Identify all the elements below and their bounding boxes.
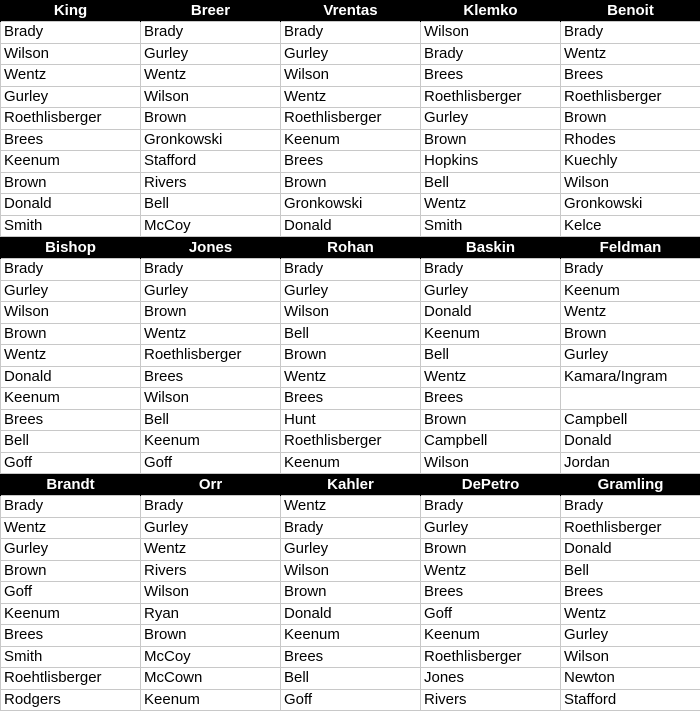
table-row — [1, 539, 700, 561]
player-cell: Donald — [1, 366, 141, 388]
header-row — [1, 237, 700, 259]
player-cell: Wilson — [421, 452, 561, 474]
player-cell: Brees — [561, 65, 700, 87]
player-cell: Rivers — [141, 172, 281, 194]
player-cell: Kelce — [561, 215, 700, 237]
player-cell: Kuechly — [561, 151, 700, 173]
player-cell: Wentz — [1, 517, 141, 539]
player-cell: Gurley — [1, 280, 141, 302]
table-row — [1, 366, 700, 388]
player-cell: Brady — [141, 22, 281, 44]
player-cell: Gurley — [141, 517, 281, 539]
player-cell: Hunt — [281, 409, 421, 431]
player-cell: Keenum — [281, 129, 421, 151]
player-cell: Stafford — [561, 689, 700, 711]
table-row — [1, 409, 700, 431]
player-cell: Bell — [561, 560, 700, 582]
player-cell: Brady — [561, 259, 700, 281]
player-cell: Wentz — [1, 65, 141, 87]
player-cell: Brees — [1, 625, 141, 647]
player-cell: Wentz — [421, 560, 561, 582]
player-cell: Gurley — [281, 43, 421, 65]
player-cell: Wentz — [281, 496, 421, 518]
player-cell: Wentz — [421, 194, 561, 216]
table-row — [1, 65, 700, 87]
player-cell: Wentz — [141, 539, 281, 561]
player-cell: Brady — [561, 496, 700, 518]
table-row — [1, 388, 700, 410]
player-cell: Bell — [141, 194, 281, 216]
player-cell: Brown — [141, 302, 281, 324]
player-cell: Brady — [141, 259, 281, 281]
player-cell: Rivers — [141, 560, 281, 582]
player-cell: Keenum — [1, 388, 141, 410]
voter-name-header: Breer — [141, 0, 281, 22]
player-cell: Brown — [421, 539, 561, 561]
player-cell: Goff — [1, 452, 141, 474]
player-cell: Gurley — [1, 539, 141, 561]
player-cell: Brown — [561, 108, 700, 130]
player-cell: Brown — [421, 409, 561, 431]
player-cell: Brady — [421, 259, 561, 281]
voter-name-header: Klemko — [421, 0, 561, 22]
player-cell: Goff — [281, 689, 421, 711]
voter-name-header: Bishop — [1, 237, 141, 259]
voter-name-header: King — [1, 0, 141, 22]
player-cell: Gurley — [421, 108, 561, 130]
player-cell: Smith — [1, 646, 141, 668]
player-cell: Hopkins — [421, 151, 561, 173]
player-cell: Wilson — [141, 388, 281, 410]
player-cell: Roethlisberger — [1, 108, 141, 130]
player-cell: Wilson — [561, 646, 700, 668]
player-cell: Wilson — [421, 22, 561, 44]
table-row — [1, 496, 700, 518]
table-row — [1, 689, 700, 711]
player-cell: Brady — [281, 22, 421, 44]
player-cell: Wilson — [141, 86, 281, 108]
table-row — [1, 43, 700, 65]
voter-name-header: Brandt — [1, 474, 141, 496]
voter-name-header: Benoit — [561, 0, 700, 22]
player-cell: Gurley — [1, 86, 141, 108]
player-cell: Brees — [1, 409, 141, 431]
player-cell: Gurley — [421, 280, 561, 302]
player-cell: Keenum — [1, 603, 141, 625]
player-cell: Donald — [421, 302, 561, 324]
player-cell: Brees — [141, 366, 281, 388]
player-cell: Donald — [281, 215, 421, 237]
player-cell: Keenum — [141, 431, 281, 453]
player-cell: Bell — [141, 409, 281, 431]
player-cell: Keenum — [421, 625, 561, 647]
player-cell: Ryan — [141, 603, 281, 625]
player-cell: Roethlisberger — [561, 86, 700, 108]
player-cell: McCoy — [141, 646, 281, 668]
player-cell: Wilson — [281, 65, 421, 87]
table-row — [1, 215, 700, 237]
player-cell: Wilson — [1, 43, 141, 65]
player-cell: Brown — [281, 582, 421, 604]
player-cell: Brown — [1, 560, 141, 582]
player-cell: Bell — [1, 431, 141, 453]
voter-name-header: Jones — [141, 237, 281, 259]
player-cell: Brees — [421, 582, 561, 604]
player-cell: Roethlisberger — [421, 646, 561, 668]
player-cell: McCoy — [141, 215, 281, 237]
player-cell: Keenum — [1, 151, 141, 173]
player-cell: Brown — [141, 108, 281, 130]
player-cell: Roehtlisberger — [1, 668, 141, 690]
player-cell: Gurley — [421, 517, 561, 539]
player-cell: Gurley — [141, 280, 281, 302]
player-cell: Brady — [1, 496, 141, 518]
player-cell: Jones — [421, 668, 561, 690]
player-cell: Roethlisberger — [141, 345, 281, 367]
player-cell: Kamara/Ingram — [561, 366, 700, 388]
player-cell: Bell — [281, 323, 421, 345]
player-cell: Goff — [1, 582, 141, 604]
player-cell: Wilson — [1, 302, 141, 324]
player-cell: Brady — [1, 259, 141, 281]
table-row — [1, 603, 700, 625]
player-cell: Bell — [421, 345, 561, 367]
player-cell: Brees — [1, 129, 141, 151]
player-cell: Brees — [421, 65, 561, 87]
table-row — [1, 172, 700, 194]
player-cell: Brady — [561, 22, 700, 44]
player-cell: Donald — [281, 603, 421, 625]
table-row — [1, 280, 700, 302]
player-cell: Keenum — [421, 323, 561, 345]
player-cell: Wilson — [141, 582, 281, 604]
player-cell: Bell — [281, 668, 421, 690]
player-cell: Campbell — [561, 409, 700, 431]
player-cell: Keenum — [561, 280, 700, 302]
table-row — [1, 431, 700, 453]
player-cell: Smith — [1, 215, 141, 237]
table-row — [1, 668, 700, 690]
player-cell: Brown — [421, 129, 561, 151]
player-cell: Brady — [421, 43, 561, 65]
player-cell: Gurley — [561, 345, 700, 367]
player-cell: Wentz — [281, 86, 421, 108]
table-row — [1, 302, 700, 324]
player-cell: Brady — [281, 517, 421, 539]
table-row — [1, 194, 700, 216]
player-cell: Brees — [421, 388, 561, 410]
player-cell: Rivers — [421, 689, 561, 711]
table-row — [1, 22, 700, 44]
player-cell: Brown — [281, 345, 421, 367]
player-cell: Campbell — [421, 431, 561, 453]
player-cell: Wilson — [281, 302, 421, 324]
player-cell: Gronkowski — [141, 129, 281, 151]
voter-name-header: Rohan — [281, 237, 421, 259]
player-cell: Brown — [141, 625, 281, 647]
player-cell: Wentz — [561, 603, 700, 625]
player-cell: Brees — [281, 151, 421, 173]
table-row — [1, 323, 700, 345]
player-cell: Keenum — [281, 452, 421, 474]
player-cell: Gurley — [141, 43, 281, 65]
player-cell: Wentz — [561, 302, 700, 324]
voter-name-header: Kahler — [281, 474, 421, 496]
player-cell: Rhodes — [561, 129, 700, 151]
player-cell — [561, 388, 700, 410]
player-cell: Wilson — [561, 172, 700, 194]
player-cell: Brees — [281, 388, 421, 410]
table-row — [1, 560, 700, 582]
player-cell: Smith — [421, 215, 561, 237]
player-cell: Keenum — [141, 689, 281, 711]
player-cell: Keenum — [281, 625, 421, 647]
player-cell: Roethlisberger — [281, 431, 421, 453]
player-cell: Brady — [421, 496, 561, 518]
player-cell: Newton — [561, 668, 700, 690]
player-cell: McCown — [141, 668, 281, 690]
table-row — [1, 259, 700, 281]
player-cell: Roethlisberger — [421, 86, 561, 108]
player-cell: Gurley — [281, 539, 421, 561]
player-cell: Jordan — [561, 452, 700, 474]
player-cell: Gronkowski — [561, 194, 700, 216]
player-cell: Wentz — [421, 366, 561, 388]
player-cell: Goff — [141, 452, 281, 474]
voter-name-header: Gramling — [561, 474, 700, 496]
player-cell: Gronkowski — [281, 194, 421, 216]
player-cell: Brown — [1, 323, 141, 345]
player-cell: Wentz — [141, 323, 281, 345]
header-row — [1, 474, 700, 496]
player-cell: Brees — [561, 582, 700, 604]
table-row — [1, 646, 700, 668]
player-cell: Donald — [1, 194, 141, 216]
table-row — [1, 345, 700, 367]
table-row — [1, 86, 700, 108]
player-cell: Roethlisberger — [281, 108, 421, 130]
player-cell: Gurley — [281, 280, 421, 302]
table-row — [1, 151, 700, 173]
voter-name-header: Feldman — [561, 237, 700, 259]
player-cell: Donald — [561, 539, 700, 561]
player-cell: Brady — [1, 22, 141, 44]
table-row — [1, 129, 700, 151]
player-cell: Donald — [561, 431, 700, 453]
header-row — [1, 0, 700, 22]
player-cell: Brown — [1, 172, 141, 194]
voter-name-header: Orr — [141, 474, 281, 496]
table-row — [1, 625, 700, 647]
player-cell: Brown — [281, 172, 421, 194]
player-cell: Wentz — [281, 366, 421, 388]
table-row — [1, 452, 700, 474]
voter-name-header: DePetro — [421, 474, 561, 496]
player-cell: Gurley — [561, 625, 700, 647]
player-cell: Wentz — [1, 345, 141, 367]
player-cell: Stafford — [141, 151, 281, 173]
player-cell: Rodgers — [1, 689, 141, 711]
player-cell: Brady — [141, 496, 281, 518]
voter-name-header: Baskin — [421, 237, 561, 259]
voter-name-header: Vrentas — [281, 0, 421, 22]
player-cell: Brees — [281, 646, 421, 668]
player-cell: Goff — [421, 603, 561, 625]
player-cell: Wilson — [281, 560, 421, 582]
table-row — [1, 108, 700, 130]
table-row — [1, 517, 700, 539]
player-cell: Brady — [281, 259, 421, 281]
player-cell: Roethlisberger — [561, 517, 700, 539]
player-cell: Wentz — [561, 43, 700, 65]
player-cell: Brown — [561, 323, 700, 345]
player-cell: Wentz — [141, 65, 281, 87]
ballot-table-body — [1, 0, 700, 711]
table-row — [1, 582, 700, 604]
player-cell: Bell — [421, 172, 561, 194]
